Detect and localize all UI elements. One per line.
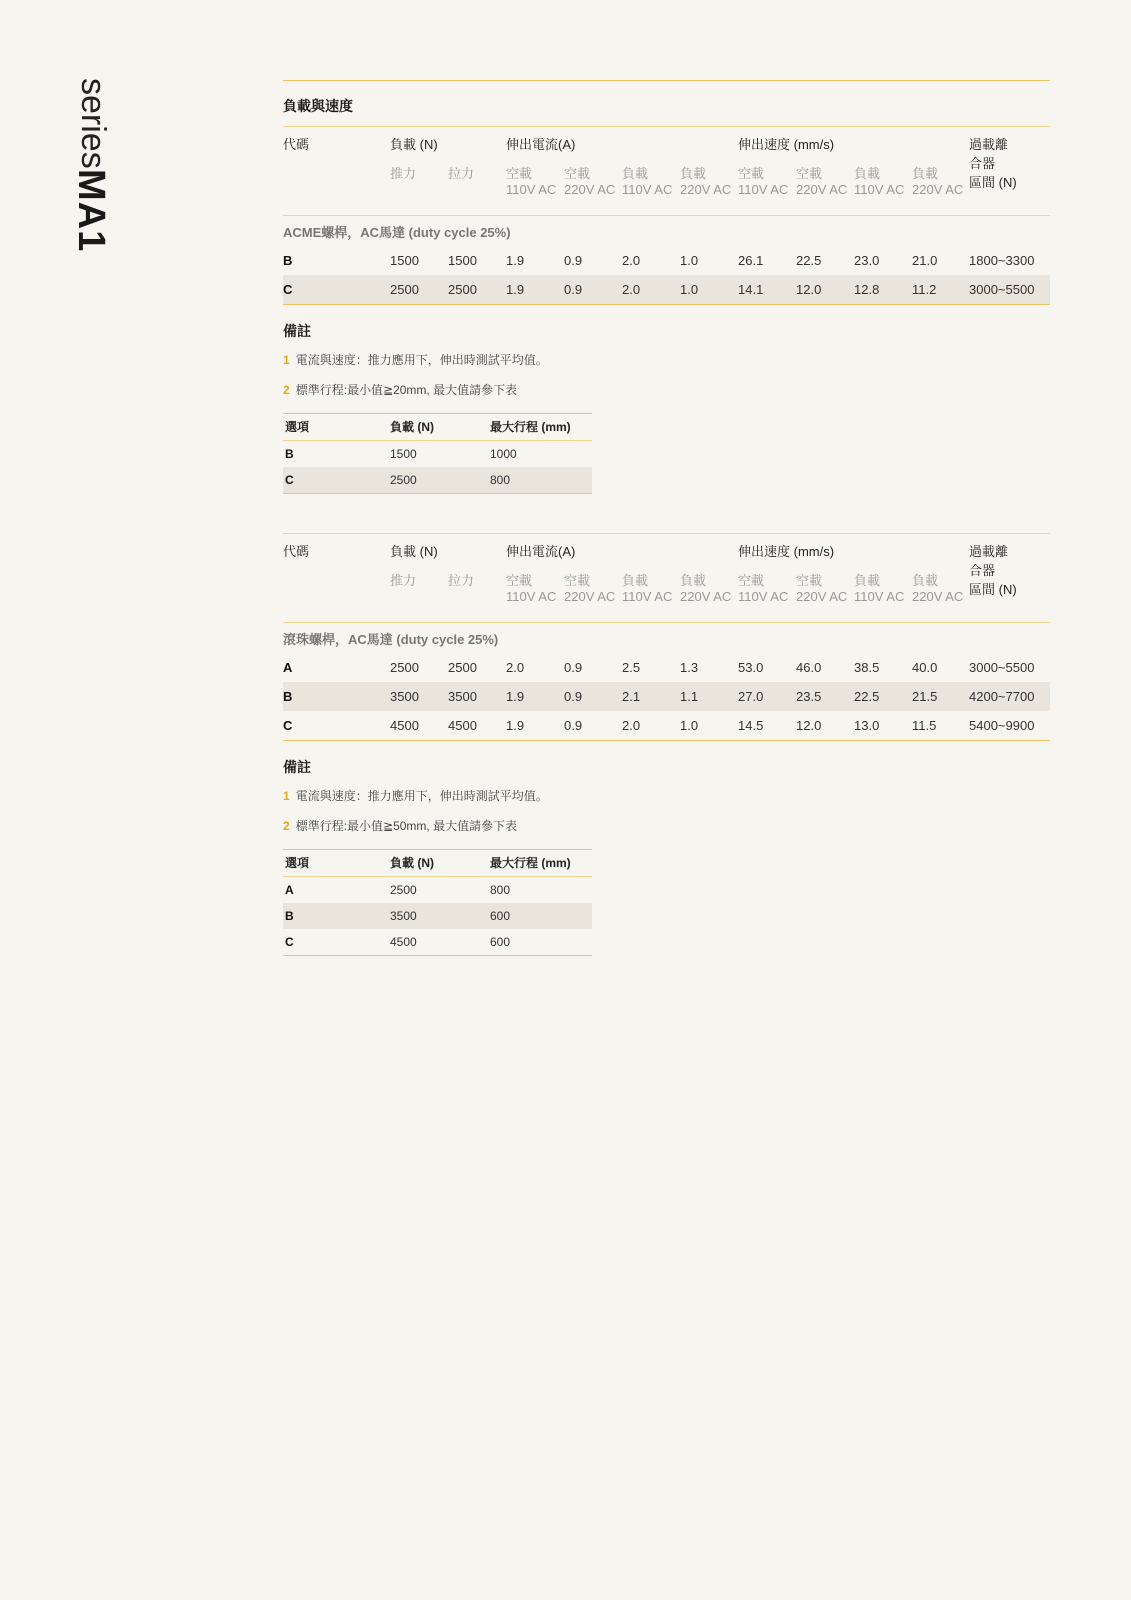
table-cell: 1.9 [506, 253, 525, 268]
header-load-state: 空載 [564, 573, 591, 588]
stroke-header-cell: 選項 [285, 856, 310, 870]
note-number: 2 [283, 383, 290, 397]
stroke-header [283, 850, 592, 877]
table-cell: 1.0 [680, 282, 699, 297]
table-cell: 12.0 [796, 718, 822, 733]
stroke-cell: 600 [490, 909, 511, 923]
row-code: A [283, 660, 293, 675]
header-clutch: 區間 (N) [969, 582, 1017, 597]
table-group-label: ACME螺桿，AC馬達 (duty cycle 25%) [283, 225, 511, 240]
table-cell: 2.0 [622, 718, 641, 733]
stroke-row [283, 441, 592, 467]
table-cell: 22.5 [854, 689, 880, 704]
table-cell: 1500 [390, 253, 419, 268]
page-title: 負載與速度 [283, 98, 353, 114]
header-load: 負載 (N) [390, 137, 438, 152]
stroke-cell: 4500 [390, 935, 417, 949]
table-cell: 2.5 [622, 660, 641, 675]
row-code: C [283, 718, 293, 733]
header-voltage: 110V AC [854, 589, 905, 604]
header-current: 伸出電流(A) [506, 137, 576, 152]
table-cell: 46.0 [796, 660, 822, 675]
header-push: 推力 [390, 573, 417, 588]
table-cell: 12.8 [854, 282, 880, 297]
header-voltage: 110V AC [738, 589, 789, 604]
note-text: 電流與速度：推力應用下，伸出時測試平均值。 [295, 789, 548, 803]
table-cell: 0.9 [564, 689, 583, 704]
table-cell: 40.0 [912, 660, 938, 675]
table-cell: 12.0 [796, 282, 822, 297]
table-cell: 2500 [390, 660, 419, 675]
stroke-header-cell: 負載 (N) [390, 856, 434, 870]
table-row [283, 653, 1050, 682]
header-voltage: 220V AC [680, 589, 732, 604]
table-cell: 13.0 [854, 718, 880, 733]
header-load-state: 負載 [680, 166, 707, 181]
table-cell: 1500 [448, 253, 477, 268]
table-cell: 1.9 [506, 718, 525, 733]
table-cell: 23.0 [854, 253, 880, 268]
stroke-cell: 2500 [390, 883, 417, 897]
header-voltage: 220V AC [564, 589, 616, 604]
table-cell: 4200~7700 [969, 689, 1035, 704]
stroke-row [283, 929, 592, 956]
spec-content [283, 80, 1050, 956]
header-clutch: 合器 [969, 563, 996, 578]
stroke-cell: 800 [490, 883, 511, 897]
note-text: 電流與速度：推力應用下，伸出時測試平均值。 [295, 353, 548, 367]
header-voltage: 220V AC [796, 182, 848, 197]
header-voltage: 220V AC [912, 589, 964, 604]
note-number: 2 [283, 819, 290, 833]
stroke-cell: 600 [490, 935, 511, 949]
table-cell: 1.3 [680, 660, 699, 675]
table-cell: 1.0 [680, 718, 699, 733]
header-load-state: 空載 [796, 573, 823, 588]
table-cell: 0.9 [564, 282, 583, 297]
stroke-option: B [285, 909, 294, 923]
header-load-state: 空載 [796, 166, 823, 181]
stroke-header-cell: 負載 (N) [390, 420, 434, 434]
table-cell: 14.5 [738, 718, 764, 733]
header-voltage: 220V AC [680, 182, 732, 197]
stroke-option: C [285, 473, 294, 487]
table-cell: 2500 [390, 282, 419, 297]
header-current: 伸出電流(A) [506, 544, 576, 559]
header-voltage: 110V AC [738, 182, 789, 197]
header-speed: 伸出速度 (mm/s) [738, 544, 835, 559]
table-cell: 53.0 [738, 660, 764, 675]
table-cell: 26.1 [738, 253, 764, 268]
header-load-state: 負載 [912, 166, 939, 181]
stroke-cell: 2500 [390, 473, 417, 487]
header-voltage: 110V AC [622, 589, 673, 604]
table-cell: 2.0 [622, 282, 641, 297]
spec-table [283, 126, 1050, 305]
header-load-state: 空載 [738, 573, 765, 588]
stroke-option: B [285, 447, 294, 461]
stroke-cell: 800 [490, 473, 511, 487]
header-speed: 伸出速度 (mm/s) [738, 137, 835, 152]
stroke-cell: 1500 [390, 447, 417, 461]
header-load-state: 空載 [738, 166, 765, 181]
header-clutch: 過載離 [969, 544, 1009, 559]
table-header [283, 534, 1050, 623]
header-code: 代碼 [283, 544, 310, 559]
header-load: 負載 (N) [390, 544, 438, 559]
header-voltage: 110V AC [506, 589, 557, 604]
header-load-state: 負載 [854, 573, 881, 588]
notes-title: 備註 [283, 323, 311, 339]
note-text: 標準行程:最小值≧50mm, 最大值請參下表 [295, 819, 518, 833]
header-clutch: 過載離 [969, 137, 1009, 152]
table-cell: 4500 [448, 718, 477, 733]
table-cell: 27.0 [738, 689, 764, 704]
stroke-row [283, 877, 592, 903]
table-cell: 11.2 [912, 282, 937, 297]
header-load-state: 空載 [506, 166, 533, 181]
table-cell: 2500 [448, 282, 477, 297]
stroke-header-cell: 最大行程 (mm) [490, 856, 571, 870]
table-cell: 1800~3300 [969, 253, 1035, 268]
note-number: 1 [283, 789, 290, 803]
stroke-option: A [285, 883, 294, 897]
header-load-state: 空載 [564, 166, 591, 181]
table-cell: 2.1 [622, 689, 641, 704]
stroke-row [283, 467, 592, 494]
note-item [283, 383, 1050, 413]
table-cell: 14.1 [738, 282, 764, 297]
stroke-table [283, 413, 592, 494]
table-cell: 0.9 [564, 660, 583, 675]
table-cell: 3500 [448, 689, 477, 704]
header-load-state: 負載 [854, 166, 881, 181]
table-cell: 11.5 [912, 718, 937, 733]
table-row [283, 275, 1050, 305]
table-cell: 1.1 [680, 689, 699, 704]
table-row [283, 682, 1050, 711]
header-load-state: 負載 [912, 573, 939, 588]
series-word: series [74, 78, 112, 169]
header-voltage: 110V AC [854, 182, 905, 197]
table-cell: 21.0 [912, 253, 938, 268]
header-load-state: 負載 [622, 573, 649, 588]
header-pull: 拉力 [448, 573, 475, 588]
series-tag [72, 78, 110, 252]
header-clutch: 合器 [969, 156, 996, 171]
table-cell: 2.0 [506, 660, 525, 675]
row-code: C [283, 282, 293, 297]
table-row [283, 246, 1050, 275]
table-cell: 3000~5500 [969, 660, 1035, 675]
table-row [283, 711, 1050, 741]
table-cell: 23.5 [796, 689, 822, 704]
note-item [283, 819, 1050, 849]
note-number: 1 [283, 353, 290, 367]
header-load-state: 空載 [506, 573, 533, 588]
table-cell: 3500 [390, 689, 419, 704]
table-cell: 1.9 [506, 689, 525, 704]
header-load-state: 負載 [680, 573, 707, 588]
header-load-state: 負載 [622, 166, 649, 181]
header-code: 代碼 [283, 137, 310, 152]
table-cell: 1.9 [506, 282, 525, 297]
note-item [283, 789, 1050, 819]
note-text: 標準行程:最小值≧20mm, 最大值請參下表 [295, 383, 518, 397]
stroke-option: C [285, 935, 294, 949]
stroke-cell: 1000 [490, 447, 517, 461]
table-header [283, 127, 1050, 216]
series-code: MA1 [70, 168, 112, 252]
table-cell: 0.9 [564, 253, 583, 268]
table-group-label: 滾珠螺桿，AC馬達 (duty cycle 25%) [283, 632, 499, 647]
stroke-header-cell: 選項 [285, 420, 310, 434]
stroke-row [283, 903, 592, 929]
table-cell: 21.5 [912, 689, 938, 704]
table-cell: 3000~5500 [969, 282, 1035, 297]
header-push: 推力 [390, 166, 417, 181]
tables-container [283, 126, 1050, 956]
table-cell: 1.0 [680, 253, 699, 268]
table-cell: 0.9 [564, 718, 583, 733]
spec-table [283, 533, 1050, 741]
table-cell: 2500 [448, 660, 477, 675]
row-code: B [283, 253, 293, 268]
table-cell: 4500 [390, 718, 419, 733]
notes-title: 備註 [283, 759, 311, 775]
note-item [283, 353, 1050, 383]
header-voltage: 220V AC [796, 589, 848, 604]
table-cell: 38.5 [854, 660, 880, 675]
row-code: B [283, 689, 293, 704]
header-voltage: 110V AC [506, 182, 557, 197]
stroke-header-cell: 最大行程 (mm) [490, 420, 571, 434]
header-clutch: 區間 (N) [969, 175, 1017, 190]
header-pull: 拉力 [448, 166, 475, 181]
table-cell: 5400~9900 [969, 718, 1035, 733]
header-voltage: 220V AC [912, 182, 964, 197]
table-cell: 2.0 [622, 253, 641, 268]
stroke-cell: 3500 [390, 909, 417, 923]
header-voltage: 110V AC [622, 182, 673, 197]
header-voltage: 220V AC [564, 182, 616, 197]
stroke-header [283, 414, 592, 441]
table-cell: 22.5 [796, 253, 822, 268]
stroke-table [283, 849, 592, 956]
